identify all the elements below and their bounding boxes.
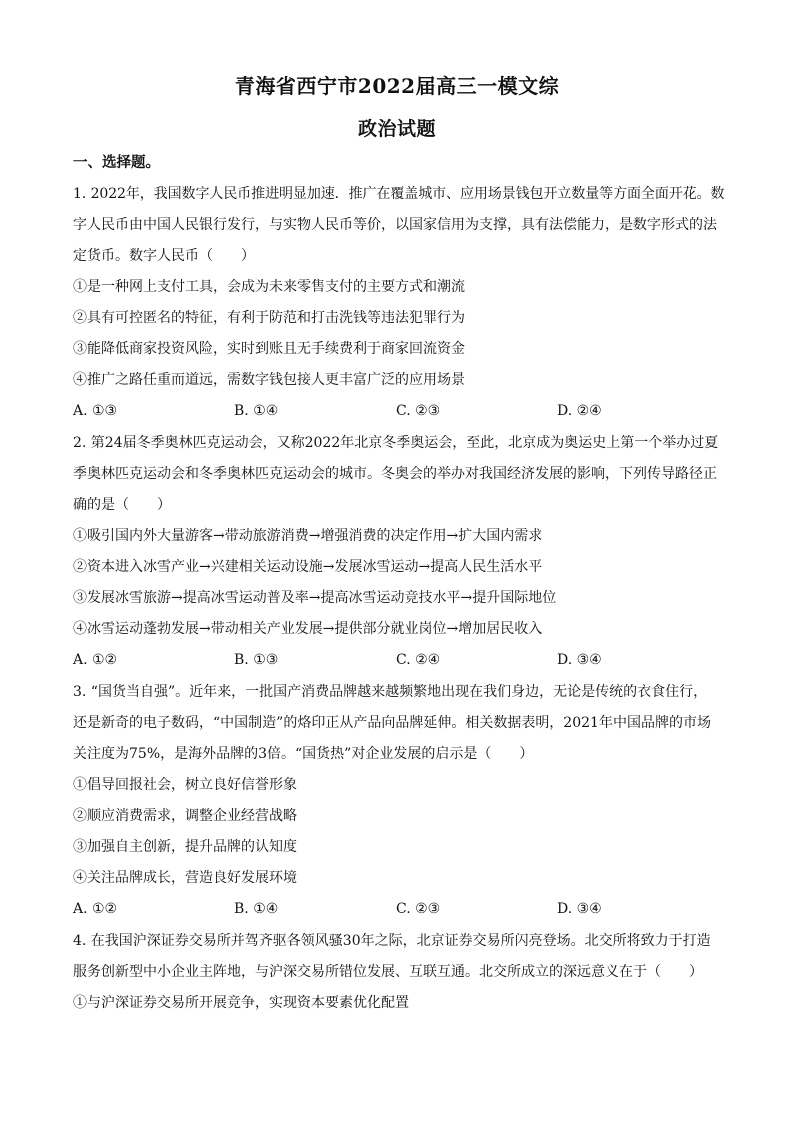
question-statement: ④推广之路任重而道远，需数字钱包接人更丰富广泛的应用场景 bbox=[73, 372, 465, 388]
question-statement: ④关注品牌成长，营造良好发展环境 bbox=[73, 870, 297, 886]
answer-option-a: A. ①② bbox=[73, 901, 118, 917]
question-statement: ①与沪深证券交易所开展竞争，实现资本要素优化配置 bbox=[73, 995, 409, 1011]
answer-option-b: B. ①④ bbox=[234, 901, 279, 917]
answer-option-d: D. ②④ bbox=[557, 403, 602, 419]
question-statement: ②顺应消费需求，调整企业经营战略 bbox=[73, 808, 297, 824]
question-stem-line: 确的是（ ） bbox=[73, 497, 171, 513]
question-statement: ②具有可控匿名的特征，有利于防范和打击洗钱等违法犯罪行为 bbox=[73, 310, 465, 326]
document-title: 青海省西宁市2022届高三一模文综 bbox=[234, 74, 560, 98]
question-stem-line: 定货币。数字人民币（ ） bbox=[73, 248, 255, 264]
question-statement: ①倡导回报社会，树立良好信誉形象 bbox=[73, 777, 297, 793]
question-stem-line: 还是新奇的电子数码，“中国制造”的烙印正从产品向品牌延伸。相关数据表明，2021年中国品牌的市场 bbox=[73, 715, 711, 731]
question-stem-line: 服务创新型中小企业主阵地，与沪深交易所错位发展、互联互通。北交所成立的深远意义在于（ ） bbox=[73, 964, 703, 980]
question-stem-line: 季奥林匹克运动会和冬季奥林匹克运动会的城市。冬奥会的举办对我国经济发展的影响，下列传导路径正 bbox=[73, 466, 717, 482]
answer-option-c: C. ②③ bbox=[396, 901, 441, 917]
answer-option-c: C. ②③ bbox=[396, 403, 441, 419]
question-stem-line: 关注度为75%，是海外品牌的3倍。“国货热”对企业发展的启示是（ ） bbox=[73, 746, 534, 762]
answer-option-a: A. ①③ bbox=[73, 403, 118, 419]
question-stem-line: 3. “国货当自强”。近年来，一批国产消费品牌越来越频繁地出现在我们身边，无论是传统的衣食住行， bbox=[73, 684, 708, 700]
question-statement: ④冰雪运动蓬勃发展→带动相关产业发展→提供部分就业岗位→增加居民收入 bbox=[73, 621, 543, 637]
answer-option-a: A. ①② bbox=[73, 652, 118, 668]
question-stem-line: 字人民币由中国人民银行发行，与实物人民币等价，以国家信用为支撑，具有法偿能力，是数字形式的法 bbox=[73, 217, 717, 233]
question-statement: ③加强自主创新，提升品牌的认知度 bbox=[73, 839, 297, 855]
question-statement: ③能降低商家投资风险，实时到账且无手续费利于商家回流资金 bbox=[73, 341, 465, 357]
answer-option-b: B. ①③ bbox=[234, 652, 279, 668]
question-statement: ①是一种网上支付工具，会成为未来零售支付的主要方式和潮流 bbox=[73, 279, 465, 295]
answer-option-d: D. ③④ bbox=[557, 901, 602, 917]
answer-option-d: D. ③④ bbox=[557, 652, 602, 668]
question-stem-line: 1. 2022年，我国数字人民币推进明显加速．推广在覆盖城市、应用场景钱包开立数量等方面全面开花。数 bbox=[73, 186, 725, 202]
question-stem-line: 2. 第24届冬季奥林匹克运动会，又称2022年北京冬季奥运会，至此，北京成为奥运史上第一个举办过夏 bbox=[73, 435, 719, 451]
question-statement: ①吸引国内外大量游客→带动旅游消费→增强消费的决定作用→扩大国内需求 bbox=[73, 528, 543, 544]
question-statement: ②资本进入冰雪产业→兴建相关运动设施→发展冰雪运动→提高人民生活水平 bbox=[73, 559, 543, 575]
question-statement: ③发展冰雪旅游→提高冰雪运动普及率→提高冰雪运动竞技水平→提升国际地位 bbox=[73, 590, 557, 606]
answer-option-c: C. ②④ bbox=[396, 652, 441, 668]
document-subtitle: 政治试题 bbox=[357, 118, 436, 140]
answer-option-b: B. ①④ bbox=[234, 403, 279, 419]
question-stem-line: 4. 在我国沪深证券交易所并驾齐驱各领风骚30年之际，北京证券交易所闪亮登场。北交所将致力于打造 bbox=[73, 933, 711, 949]
section-heading: 一、选择题。 bbox=[73, 154, 160, 171]
